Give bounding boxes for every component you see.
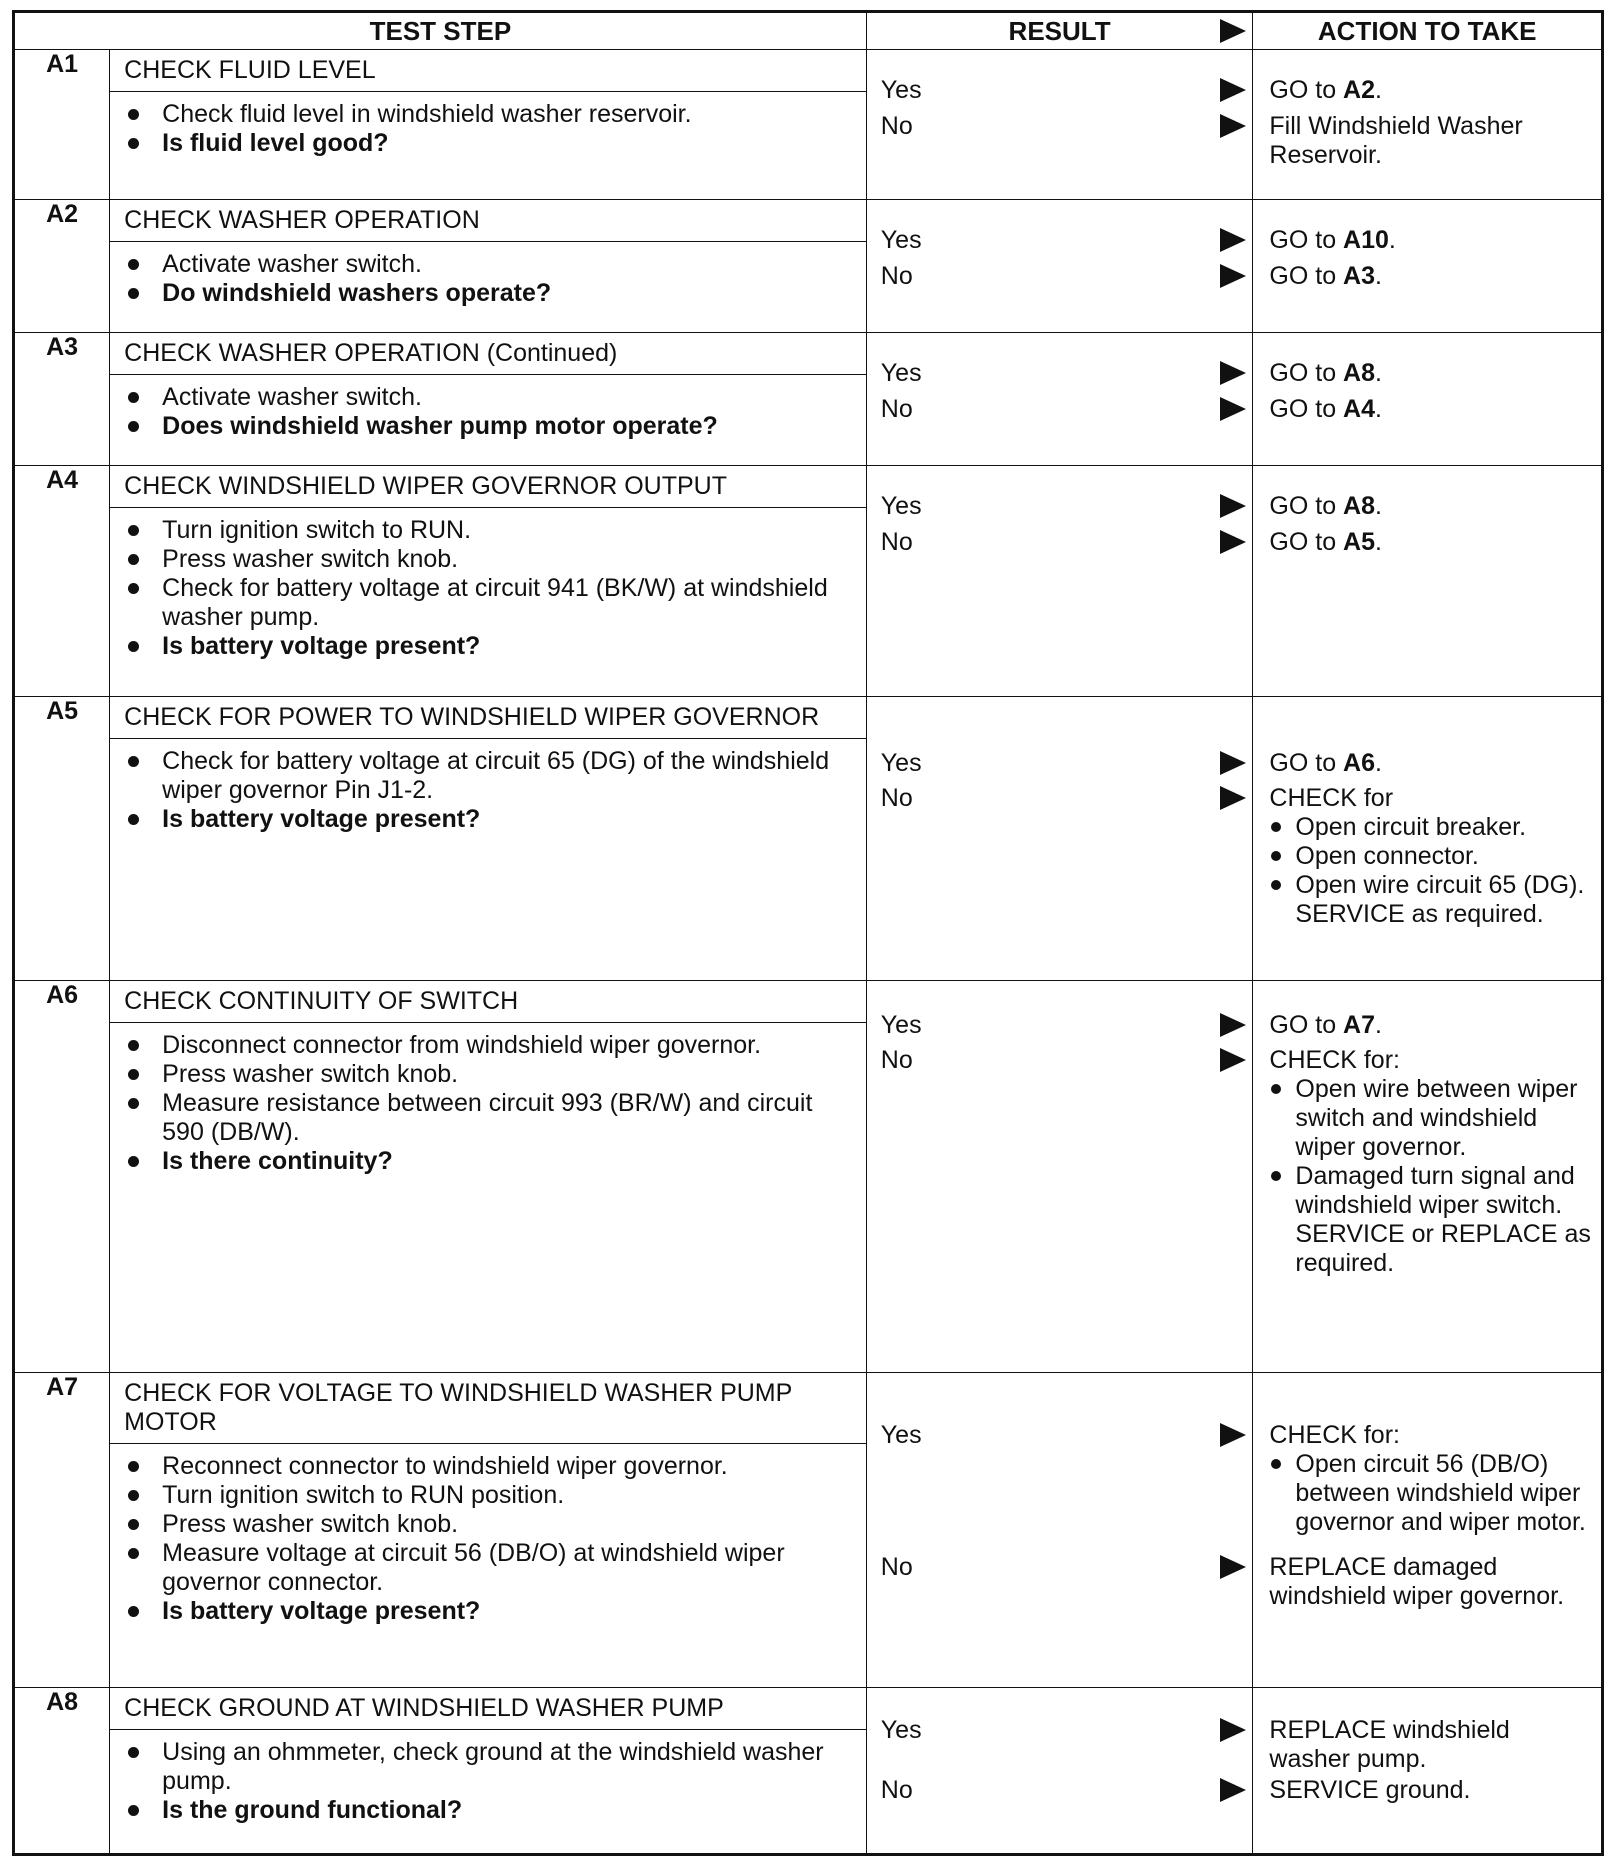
- instruction-item: Measure resistance between circuit 993 (BR/W) and circuit 590 (DB/W).: [162, 1089, 846, 1147]
- test-step-cell: [110, 1688, 867, 1854]
- test-step-cell: [110, 697, 867, 981]
- arrow-right-icon: [1220, 786, 1246, 810]
- arrow-right-icon: [1220, 114, 1246, 138]
- arrow-right-icon: [1220, 530, 1246, 554]
- arrow-right-icon: [1220, 264, 1246, 288]
- result-no-label: No: [880, 1552, 913, 1581]
- arrow-right-icon: [1220, 751, 1246, 775]
- action-yes-text: GO to A8.: [1269, 491, 1382, 520]
- step-id: A5: [15, 697, 110, 981]
- step-id: A1: [15, 50, 110, 200]
- step-instructions: [110, 1023, 866, 1184]
- table-row: [15, 465, 1602, 697]
- result-no: [881, 395, 1245, 424]
- arrow-right-icon: [1220, 1423, 1246, 1447]
- step-instructions: [110, 508, 866, 669]
- table-row: [15, 1688, 1602, 1854]
- result-no-label: No: [880, 112, 913, 140]
- result-cell: [866, 199, 1253, 332]
- action-no-text: CHECK for: [1269, 784, 1394, 813]
- step-question: Is there continuity?: [162, 1147, 846, 1176]
- result-yes-label: Yes: [880, 1010, 922, 1039]
- step-id: A6: [15, 980, 110, 1372]
- action-no-list: [1269, 813, 1593, 929]
- instruction-item: Turn ignition switch to RUN.: [162, 516, 846, 545]
- arrow-right-icon: [1220, 228, 1246, 252]
- action-no-text: GO to A4.: [1269, 394, 1382, 423]
- test-step-cell: [110, 332, 867, 465]
- step-question: Does windshield washer pump motor operate?: [162, 412, 846, 441]
- action-yes: [1269, 226, 1593, 255]
- result-no-label: No: [880, 784, 913, 813]
- step-id: A7: [15, 1372, 110, 1688]
- result-yes: [881, 492, 1245, 521]
- action-check-item: Damaged turn signal and windshield wiper switch. SERVICE or REPLACE as required.: [1295, 1162, 1593, 1278]
- step-title: CHECK WINDSHIELD WIPER GOVERNOR OUTPUT: [110, 466, 866, 508]
- step-instructions: [110, 739, 866, 842]
- instruction-item: Activate washer switch.: [162, 383, 846, 412]
- action-no-list: [1269, 1075, 1593, 1278]
- arrow-right-icon: [1220, 361, 1246, 385]
- result-yes-label: Yes: [880, 491, 922, 520]
- arrow-right-icon: [1220, 1555, 1246, 1579]
- action-yes: [1269, 1716, 1593, 1774]
- step-instructions: [110, 1444, 866, 1634]
- result-cell: [866, 50, 1253, 200]
- header-action: ACTION TO TAKE: [1253, 13, 1602, 50]
- action-cell: [1253, 1688, 1602, 1854]
- step-question: Is fluid level good?: [162, 129, 846, 158]
- instruction-item: Press washer switch knob.: [162, 1060, 846, 1089]
- result-cell: [866, 332, 1253, 465]
- action-yes: [1269, 76, 1593, 105]
- instruction-item: Press washer switch knob.: [162, 1510, 846, 1539]
- step-instructions: [110, 1730, 866, 1833]
- table-row: [15, 697, 1602, 981]
- table-row: [15, 332, 1602, 465]
- action-no: [1269, 1046, 1593, 1278]
- action-check-item: Open wire circuit 65 (DG). SERVICE as required.: [1295, 871, 1593, 929]
- action-no: [1269, 1553, 1593, 1611]
- step-title: CHECK CONTINUITY OF SWITCH: [110, 981, 866, 1023]
- result-no: [881, 1553, 1245, 1582]
- step-id: A2: [15, 199, 110, 332]
- instruction-item: Using an ohmmeter, check ground at the windshield washer pump.: [162, 1738, 846, 1796]
- action-no: [1269, 528, 1593, 557]
- test-step-cell: [110, 465, 867, 697]
- result-yes-label: Yes: [880, 1716, 922, 1745]
- instruction-item: Check for battery voltage at circuit 941 (BK/W) at windshield washer pump.: [162, 574, 846, 632]
- result-yes-label: Yes: [880, 1420, 922, 1449]
- result-no-label: No: [880, 527, 913, 556]
- step-title: CHECK GROUND AT WINDSHIELD WASHER PUMP: [110, 1688, 866, 1730]
- table-row: [15, 980, 1602, 1372]
- result-cell: [866, 980, 1253, 1372]
- arrow-right-icon: [1220, 1718, 1246, 1742]
- test-step-cell: [110, 50, 867, 200]
- action-no-text: SERVICE ground.: [1269, 1776, 1471, 1805]
- step-question: Do windshield washers operate?: [162, 279, 846, 308]
- arrow-right-icon: [1220, 1048, 1246, 1072]
- step-instructions: [110, 375, 866, 449]
- step-instructions: [110, 242, 866, 316]
- step-id: A4: [15, 465, 110, 697]
- result-yes: [881, 76, 1245, 105]
- action-cell: [1253, 199, 1602, 332]
- result-no-label: No: [880, 1045, 913, 1074]
- result-yes: [881, 226, 1245, 255]
- result-cell: [866, 697, 1253, 981]
- result-no: [881, 528, 1245, 557]
- action-yes-list: [1269, 1450, 1593, 1537]
- action-yes-text: GO to A10.: [1269, 225, 1396, 254]
- action-no-text: GO to A5.: [1269, 527, 1382, 556]
- result-no: [881, 262, 1245, 291]
- action-no-text: CHECK for:: [1269, 1045, 1400, 1074]
- action-yes-text: GO to A8.: [1269, 358, 1382, 387]
- action-no: [1269, 262, 1593, 291]
- action-cell: [1253, 1372, 1602, 1688]
- result-no-label: No: [880, 1776, 913, 1805]
- action-no-text: REPLACE damaged windshield wiper governor.: [1269, 1552, 1565, 1610]
- step-instructions: [110, 92, 866, 166]
- action-check-item: Open circuit breaker.: [1295, 813, 1593, 842]
- result-yes-label: Yes: [880, 749, 922, 778]
- action-yes: [1269, 492, 1593, 521]
- action-yes: [1269, 359, 1593, 388]
- result-cell: [866, 1688, 1253, 1854]
- step-title: CHECK FLUID LEVEL: [110, 50, 866, 92]
- result-no: [881, 112, 1245, 141]
- action-no: [1269, 395, 1593, 424]
- test-step-cell: [110, 1372, 867, 1688]
- action-yes-text: GO to A6.: [1269, 749, 1382, 778]
- table-row: [15, 1372, 1602, 1688]
- action-cell: [1253, 332, 1602, 465]
- step-title: CHECK WASHER OPERATION (Continued): [110, 333, 866, 375]
- result-yes: [881, 1011, 1245, 1040]
- result-yes: [881, 1716, 1245, 1745]
- result-yes: [881, 359, 1245, 388]
- result-yes-label: Yes: [880, 358, 922, 387]
- arrow-right-icon: [1220, 397, 1246, 421]
- table-header-row: [15, 13, 1602, 50]
- diagnostic-table-sheet: [12, 10, 1604, 1856]
- instruction-item: Turn ignition switch to RUN position.: [162, 1481, 846, 1510]
- arrow-right-icon: [1220, 1013, 1246, 1037]
- arrow-right-icon: [1220, 494, 1246, 518]
- result-cell: [866, 1372, 1253, 1688]
- result-yes: [881, 749, 1245, 778]
- action-cell: [1253, 980, 1602, 1372]
- action-no: [1269, 1776, 1593, 1805]
- test-step-cell: [110, 980, 867, 1372]
- action-cell: [1253, 465, 1602, 697]
- arrow-right-icon: [1220, 78, 1246, 102]
- step-title: CHECK WASHER OPERATION: [110, 200, 866, 242]
- instruction-item: Reconnect connector to windshield wiper governor.: [162, 1452, 846, 1481]
- step-id: A3: [15, 332, 110, 465]
- action-yes-text: GO to A2.: [1269, 76, 1382, 104]
- header-test-step: TEST STEP: [15, 13, 867, 50]
- step-question: Is battery voltage present?: [162, 632, 846, 661]
- result-yes: [881, 1421, 1245, 1450]
- action-yes-text: CHECK for:: [1269, 1420, 1400, 1449]
- instruction-item: Activate washer switch.: [162, 250, 846, 279]
- action-cell: [1253, 50, 1602, 200]
- result-cell: [866, 465, 1253, 697]
- action-no-text: GO to A3.: [1269, 261, 1382, 290]
- step-question: Is the ground functional?: [162, 1796, 846, 1825]
- table-row: [15, 199, 1602, 332]
- header-result: [866, 13, 1253, 50]
- step-title: CHECK FOR VOLTAGE TO WINDSHIELD WASHER PUMP MOTOR: [110, 1373, 866, 1444]
- arrow-right-icon: [1220, 19, 1246, 43]
- instruction-item: Measure voltage at circuit 56 (DB/O) at windshield wiper governor connector.: [162, 1539, 846, 1597]
- step-question: Is battery voltage present?: [162, 1597, 846, 1626]
- action-yes-text: REPLACE windshield washer pump.: [1269, 1716, 1510, 1774]
- result-no: [881, 1776, 1245, 1805]
- action-no: [1269, 784, 1593, 929]
- arrow-right-icon: [1220, 1778, 1246, 1802]
- result-no: [881, 784, 1245, 813]
- result-yes-label: Yes: [880, 225, 922, 254]
- table-row: [15, 50, 1602, 200]
- instruction-item: Disconnect connector from windshield wiper governor.: [162, 1031, 846, 1060]
- action-yes: [1269, 749, 1593, 778]
- result-no-label: No: [880, 394, 913, 423]
- action-yes: [1269, 1011, 1593, 1040]
- result-no: [881, 1046, 1245, 1075]
- step-id: A8: [15, 1688, 110, 1854]
- step-question: Is battery voltage present?: [162, 805, 846, 834]
- result-no-label: No: [880, 261, 913, 290]
- action-check-item: Open connector.: [1295, 842, 1593, 871]
- action-yes: [1269, 1421, 1593, 1537]
- step-title: CHECK FOR POWER TO WINDSHIELD WIPER GOVERNOR: [110, 697, 866, 739]
- action-cell: [1253, 697, 1602, 981]
- header-result-label: RESULT: [1008, 15, 1111, 46]
- action-no: [1269, 112, 1593, 170]
- action-check-item: Open wire between wiper switch and windshield wiper governor.: [1295, 1075, 1593, 1162]
- result-yes-label: Yes: [880, 76, 922, 104]
- pinpoint-test-table: [14, 12, 1602, 1854]
- instruction-item: Press washer switch knob.: [162, 545, 846, 574]
- action-check-item: Open circuit 56 (DB/O) between windshield wiper governor and wiper motor.: [1295, 1450, 1593, 1537]
- test-step-cell: [110, 199, 867, 332]
- instruction-item: Check for battery voltage at circuit 65 (DG) of the windshield wiper governor Pin J1-2.: [162, 747, 846, 805]
- action-yes-text: GO to A7.: [1269, 1010, 1382, 1039]
- action-no-text: Fill Windshield Washer Reservoir.: [1269, 112, 1523, 169]
- instruction-item: Check fluid level in windshield washer reservoir.: [162, 100, 846, 129]
